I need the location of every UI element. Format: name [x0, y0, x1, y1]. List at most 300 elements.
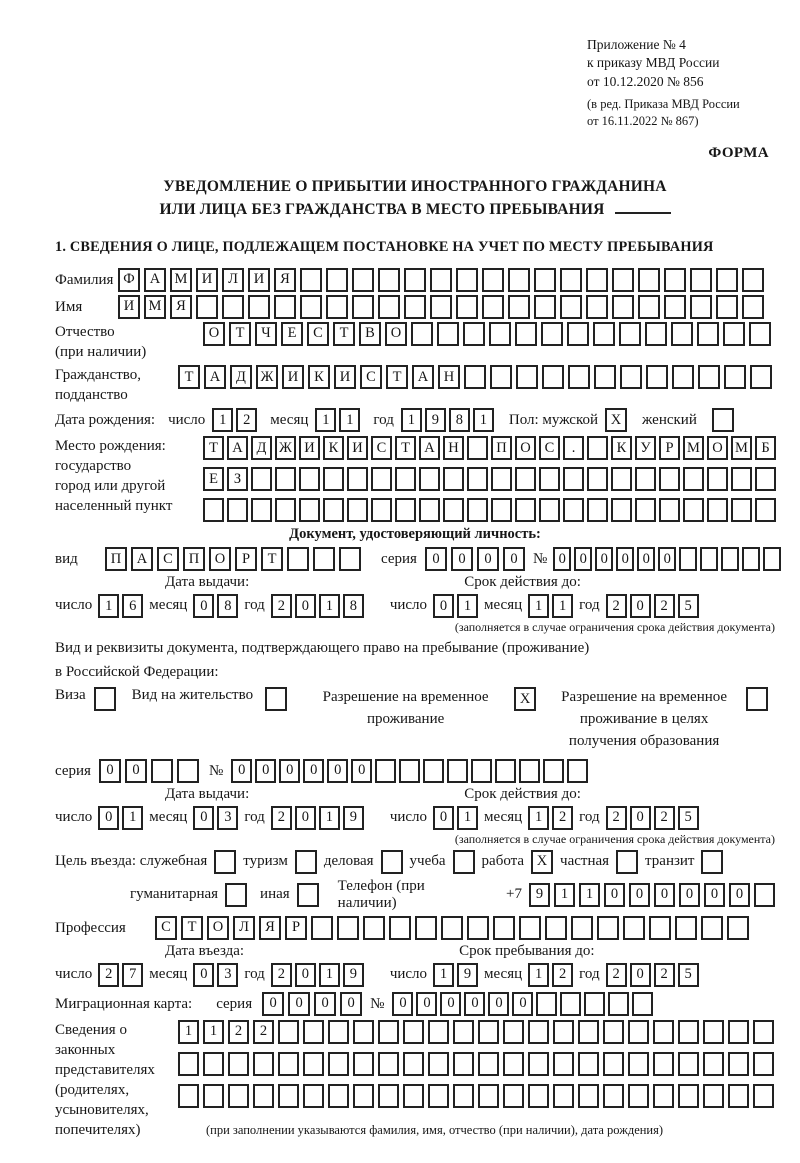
char-box[interactable]: Т [386, 365, 408, 389]
char-box[interactable]: 2 [654, 806, 675, 830]
char-box[interactable] [534, 268, 556, 292]
char-box[interactable]: 9 [529, 883, 550, 907]
char-box[interactable] [753, 1020, 774, 1044]
char-box[interactable]: Л [222, 268, 244, 292]
char-box[interactable]: С [155, 916, 177, 940]
char-box[interactable]: 1 [528, 594, 549, 618]
checkbox-cell[interactable] [225, 883, 247, 907]
char-box[interactable] [371, 467, 392, 491]
char-box[interactable] [313, 547, 335, 571]
char-box[interactable]: А [412, 365, 434, 389]
char-box[interactable]: 0 [595, 547, 613, 571]
char-box[interactable]: 0 [464, 992, 485, 1016]
char-box[interactable] [635, 498, 656, 522]
char-box[interactable]: Т [261, 547, 283, 571]
char-box[interactable]: 0 [231, 759, 252, 783]
char-box[interactable] [690, 268, 712, 292]
char-box[interactable] [721, 547, 739, 571]
char-box[interactable] [700, 547, 718, 571]
char-box[interactable]: С [157, 547, 179, 571]
char-box[interactable] [363, 916, 385, 940]
char-box[interactable]: 1 [552, 594, 573, 618]
char-box[interactable] [563, 467, 584, 491]
char-box[interactable] [678, 1052, 699, 1076]
char-box[interactable] [597, 916, 619, 940]
char-box[interactable] [728, 1052, 749, 1076]
char-box[interactable]: 0 [327, 759, 348, 783]
char-box[interactable] [328, 1084, 349, 1108]
char-box[interactable]: 7 [122, 963, 143, 987]
char-box[interactable] [428, 1084, 449, 1108]
char-box[interactable]: 0 [553, 547, 571, 571]
char-box[interactable] [303, 1052, 324, 1076]
char-box[interactable]: 2 [271, 594, 292, 618]
char-box[interactable] [443, 498, 464, 522]
char-box[interactable] [467, 498, 488, 522]
char-box[interactable] [516, 365, 538, 389]
char-box[interactable] [203, 498, 224, 522]
char-box[interactable] [278, 1052, 299, 1076]
char-box[interactable] [471, 759, 492, 783]
char-box[interactable] [251, 498, 272, 522]
char-box[interactable]: 2 [654, 963, 675, 987]
char-box[interactable]: 0 [295, 594, 316, 618]
char-box[interactable]: 0 [255, 759, 276, 783]
checkbox-cell[interactable] [746, 687, 768, 711]
char-box[interactable]: 1 [457, 594, 478, 618]
char-box[interactable]: 0 [295, 806, 316, 830]
char-box[interactable]: З [227, 467, 248, 491]
char-box[interactable] [478, 1084, 499, 1108]
char-box[interactable]: Т [178, 365, 200, 389]
char-box[interactable] [503, 1020, 524, 1044]
char-box[interactable]: Я [274, 268, 296, 292]
char-box[interactable]: Е [281, 322, 303, 346]
char-box[interactable]: 1 [319, 963, 340, 987]
char-box[interactable] [196, 295, 218, 319]
char-box[interactable] [612, 295, 634, 319]
checkbox-cell[interactable] [381, 850, 403, 874]
checkbox-cell[interactable] [701, 850, 723, 874]
char-box[interactable] [664, 295, 686, 319]
char-box[interactable]: 1 [554, 883, 575, 907]
char-box[interactable]: Е [203, 467, 224, 491]
char-box[interactable]: Т [181, 916, 203, 940]
char-box[interactable]: 5 [678, 963, 699, 987]
char-box[interactable] [203, 1084, 224, 1108]
char-box[interactable] [323, 467, 344, 491]
char-box[interactable]: К [323, 436, 344, 460]
char-box[interactable] [299, 467, 320, 491]
checkbox-cell[interactable] [712, 408, 734, 432]
char-box[interactable] [568, 365, 590, 389]
char-box[interactable]: 1 [579, 883, 600, 907]
char-box[interactable]: 0 [303, 759, 324, 783]
char-box[interactable] [578, 1084, 599, 1108]
char-box[interactable]: М [170, 268, 192, 292]
char-box[interactable]: Л [233, 916, 255, 940]
char-box[interactable] [493, 916, 515, 940]
char-box[interactable] [753, 1052, 774, 1076]
char-box[interactable] [178, 1084, 199, 1108]
char-box[interactable] [646, 365, 668, 389]
char-box[interactable]: 0 [574, 547, 592, 571]
char-box[interactable]: 0 [630, 594, 651, 618]
char-box[interactable] [675, 916, 697, 940]
char-box[interactable]: 2 [606, 963, 627, 987]
char-box[interactable] [353, 1020, 374, 1044]
char-box[interactable]: 0 [616, 547, 634, 571]
char-box[interactable] [453, 1084, 474, 1108]
char-box[interactable] [371, 498, 392, 522]
char-box[interactable] [697, 322, 719, 346]
char-box[interactable] [528, 1084, 549, 1108]
char-box[interactable] [612, 268, 634, 292]
char-box[interactable]: 0 [451, 547, 473, 571]
char-box[interactable] [539, 498, 560, 522]
char-box[interactable]: Т [229, 322, 251, 346]
char-box[interactable]: 0 [512, 992, 533, 1016]
char-box[interactable] [586, 295, 608, 319]
char-box[interactable] [328, 1020, 349, 1044]
char-box[interactable] [671, 322, 693, 346]
char-box[interactable] [560, 992, 581, 1016]
char-box[interactable]: 2 [98, 963, 119, 987]
char-box[interactable] [584, 992, 605, 1016]
char-box[interactable] [447, 759, 468, 783]
char-box[interactable] [300, 268, 322, 292]
char-box[interactable] [490, 365, 512, 389]
char-box[interactable] [659, 467, 680, 491]
char-box[interactable]: 2 [253, 1020, 274, 1044]
char-box[interactable] [542, 365, 564, 389]
char-box[interactable]: О [203, 322, 225, 346]
char-box[interactable]: 0 [98, 806, 119, 830]
char-box[interactable]: И [248, 268, 270, 292]
char-box[interactable] [578, 1020, 599, 1044]
char-box[interactable] [443, 467, 464, 491]
char-box[interactable] [553, 1020, 574, 1044]
char-box[interactable] [253, 1052, 274, 1076]
char-box[interactable] [419, 467, 440, 491]
char-box[interactable]: 1 [212, 408, 233, 432]
char-box[interactable] [716, 268, 738, 292]
char-box[interactable] [428, 1052, 449, 1076]
char-box[interactable] [278, 1084, 299, 1108]
char-box[interactable]: Н [438, 365, 460, 389]
char-box[interactable]: 2 [271, 806, 292, 830]
char-box[interactable] [430, 295, 452, 319]
char-box[interactable] [571, 916, 593, 940]
char-box[interactable]: П [105, 547, 127, 571]
char-box[interactable] [628, 1052, 649, 1076]
char-box[interactable] [456, 295, 478, 319]
char-box[interactable] [727, 916, 749, 940]
char-box[interactable] [545, 916, 567, 940]
char-box[interactable]: 2 [606, 806, 627, 830]
char-box[interactable] [404, 268, 426, 292]
char-box[interactable]: 2 [606, 594, 627, 618]
char-box[interactable] [698, 365, 720, 389]
char-box[interactable] [645, 322, 667, 346]
char-box[interactable] [453, 1052, 474, 1076]
char-box[interactable] [430, 268, 452, 292]
char-box[interactable]: 1 [473, 408, 494, 432]
char-box[interactable] [543, 759, 564, 783]
char-box[interactable]: 2 [271, 963, 292, 987]
char-box[interactable] [623, 916, 645, 940]
char-box[interactable]: В [359, 322, 381, 346]
char-box[interactable] [491, 467, 512, 491]
char-box[interactable]: . [563, 436, 584, 460]
char-box[interactable] [464, 365, 486, 389]
char-box[interactable]: С [539, 436, 560, 460]
char-box[interactable] [723, 322, 745, 346]
char-box[interactable]: И [282, 365, 304, 389]
char-box[interactable] [628, 1084, 649, 1108]
char-box[interactable]: И [347, 436, 368, 460]
char-box[interactable]: 2 [654, 594, 675, 618]
char-box[interactable] [403, 1052, 424, 1076]
char-box[interactable]: 0 [440, 992, 461, 1016]
char-box[interactable] [287, 547, 309, 571]
char-box[interactable]: К [611, 436, 632, 460]
char-box[interactable] [489, 322, 511, 346]
char-box[interactable] [731, 498, 752, 522]
char-box[interactable] [753, 1084, 774, 1108]
char-box[interactable]: И [334, 365, 356, 389]
char-box[interactable]: 0 [193, 963, 214, 987]
char-box[interactable]: И [118, 295, 140, 319]
char-box[interactable]: 0 [488, 992, 509, 1016]
char-box[interactable] [378, 1020, 399, 1044]
char-box[interactable] [299, 498, 320, 522]
char-box[interactable]: М [144, 295, 166, 319]
char-box[interactable]: 0 [433, 594, 454, 618]
char-box[interactable]: 0 [351, 759, 372, 783]
char-box[interactable] [587, 436, 608, 460]
char-box[interactable] [352, 268, 374, 292]
char-box[interactable] [395, 467, 416, 491]
char-box[interactable]: Я [259, 916, 281, 940]
char-box[interactable] [203, 1052, 224, 1076]
char-box[interactable] [428, 1020, 449, 1044]
char-box[interactable] [456, 268, 478, 292]
char-box[interactable]: Ж [256, 365, 278, 389]
char-box[interactable]: Т [203, 436, 224, 460]
char-box[interactable] [678, 1084, 699, 1108]
char-box[interactable]: Д [251, 436, 272, 460]
char-box[interactable] [587, 498, 608, 522]
char-box[interactable] [482, 268, 504, 292]
char-box[interactable]: 9 [343, 963, 364, 987]
char-box[interactable] [539, 467, 560, 491]
char-box[interactable] [587, 467, 608, 491]
char-box[interactable] [534, 295, 556, 319]
char-box[interactable]: 1 [203, 1020, 224, 1044]
char-box[interactable] [608, 992, 629, 1016]
char-box[interactable]: 2 [552, 963, 573, 987]
char-box[interactable] [423, 759, 444, 783]
char-box[interactable]: 2 [228, 1020, 249, 1044]
char-box[interactable]: 8 [217, 594, 238, 618]
char-box[interactable]: 0 [279, 759, 300, 783]
char-box[interactable] [337, 916, 359, 940]
char-box[interactable]: Я [170, 295, 192, 319]
char-box[interactable] [749, 322, 771, 346]
char-box[interactable] [478, 1020, 499, 1044]
char-box[interactable]: Д [230, 365, 252, 389]
char-box[interactable] [347, 498, 368, 522]
char-box[interactable] [274, 295, 296, 319]
char-box[interactable]: 1 [339, 408, 360, 432]
char-box[interactable]: О [385, 322, 407, 346]
char-box[interactable] [251, 467, 272, 491]
char-box[interactable] [578, 1052, 599, 1076]
char-box[interactable] [378, 1084, 399, 1108]
char-box[interactable] [453, 1020, 474, 1044]
char-box[interactable]: О [207, 916, 229, 940]
checkbox-cell[interactable] [214, 850, 236, 874]
char-box[interactable]: 8 [343, 594, 364, 618]
char-box[interactable] [399, 759, 420, 783]
char-box[interactable] [553, 1084, 574, 1108]
char-box[interactable]: 0 [630, 963, 651, 987]
char-box[interactable]: 1 [433, 963, 454, 987]
checkbox-cell[interactable] [453, 850, 475, 874]
char-box[interactable] [586, 268, 608, 292]
char-box[interactable] [763, 547, 781, 571]
char-box[interactable]: 3 [217, 806, 238, 830]
char-box[interactable] [227, 498, 248, 522]
char-box[interactable] [638, 268, 660, 292]
char-box[interactable]: 0 [340, 992, 362, 1016]
char-box[interactable]: 0 [658, 547, 676, 571]
char-box[interactable]: Т [333, 322, 355, 346]
char-box[interactable]: 9 [457, 963, 478, 987]
char-box[interactable] [353, 1084, 374, 1108]
char-box[interactable]: 0 [425, 547, 447, 571]
char-box[interactable] [404, 295, 426, 319]
char-box[interactable] [275, 467, 296, 491]
char-box[interactable] [403, 1020, 424, 1044]
char-box[interactable] [253, 1084, 274, 1108]
char-box[interactable] [375, 759, 396, 783]
char-box[interactable] [620, 365, 642, 389]
char-box[interactable] [278, 1020, 299, 1044]
char-box[interactable] [683, 467, 704, 491]
char-box[interactable]: О [707, 436, 728, 460]
char-box[interactable]: Ф [118, 268, 140, 292]
char-box[interactable] [378, 1052, 399, 1076]
char-box[interactable] [653, 1084, 674, 1108]
char-box[interactable] [478, 1052, 499, 1076]
char-box[interactable] [755, 498, 776, 522]
char-box[interactable]: О [515, 436, 536, 460]
char-box[interactable] [275, 498, 296, 522]
char-box[interactable] [754, 883, 775, 907]
char-box[interactable] [755, 467, 776, 491]
char-box[interactable] [326, 268, 348, 292]
char-box[interactable] [750, 365, 772, 389]
char-box[interactable] [728, 1020, 749, 1044]
checkbox-cell[interactable]: X [514, 687, 536, 711]
char-box[interactable]: Ж [275, 436, 296, 460]
char-box[interactable] [515, 467, 536, 491]
char-box[interactable]: 0 [416, 992, 437, 1016]
char-box[interactable] [528, 1020, 549, 1044]
char-box[interactable]: 9 [425, 408, 446, 432]
char-box[interactable]: 5 [678, 806, 699, 830]
char-box[interactable]: Т [395, 436, 416, 460]
char-box[interactable]: 0 [314, 992, 336, 1016]
char-box[interactable] [228, 1084, 249, 1108]
char-box[interactable] [679, 547, 697, 571]
char-box[interactable] [519, 916, 541, 940]
char-box[interactable] [536, 992, 557, 1016]
char-box[interactable] [603, 1084, 624, 1108]
char-box[interactable]: 0 [262, 992, 284, 1016]
char-box[interactable]: О [209, 547, 231, 571]
char-box[interactable] [441, 916, 463, 940]
char-box[interactable] [467, 916, 489, 940]
char-box[interactable] [593, 322, 615, 346]
char-box[interactable] [567, 759, 588, 783]
char-box[interactable] [378, 295, 400, 319]
char-box[interactable] [347, 467, 368, 491]
char-box[interactable] [528, 1052, 549, 1076]
char-box[interactable] [303, 1020, 324, 1044]
char-box[interactable]: 1 [122, 806, 143, 830]
char-box[interactable] [707, 467, 728, 491]
char-box[interactable]: 1 [528, 806, 549, 830]
char-box[interactable] [603, 1052, 624, 1076]
char-box[interactable] [415, 916, 437, 940]
char-box[interactable] [632, 992, 653, 1016]
char-box[interactable]: Ч [255, 322, 277, 346]
char-box[interactable] [395, 498, 416, 522]
char-box[interactable] [177, 759, 199, 783]
char-box[interactable] [703, 1084, 724, 1108]
char-box[interactable]: М [731, 436, 752, 460]
char-box[interactable]: 1 [528, 963, 549, 987]
char-box[interactable] [664, 268, 686, 292]
char-box[interactable]: 8 [449, 408, 470, 432]
char-box[interactable]: 0 [193, 806, 214, 830]
char-box[interactable] [222, 295, 244, 319]
checkbox-cell[interactable] [94, 687, 116, 711]
char-box[interactable]: К [308, 365, 330, 389]
char-box[interactable] [724, 365, 746, 389]
char-box[interactable]: 1 [319, 594, 340, 618]
char-box[interactable]: 0 [729, 883, 750, 907]
checkbox-cell[interactable] [616, 850, 638, 874]
char-box[interactable] [300, 295, 322, 319]
char-box[interactable] [635, 467, 656, 491]
char-box[interactable] [491, 498, 512, 522]
char-box[interactable]: 0 [629, 883, 650, 907]
char-box[interactable]: И [196, 268, 218, 292]
checkbox-cell[interactable] [265, 687, 287, 711]
char-box[interactable]: С [307, 322, 329, 346]
char-box[interactable]: 1 [401, 408, 422, 432]
char-box[interactable]: С [371, 436, 392, 460]
checkbox-cell[interactable]: X [531, 850, 553, 874]
char-box[interactable]: 0 [193, 594, 214, 618]
char-box[interactable] [603, 1020, 624, 1044]
char-box[interactable]: 0 [679, 883, 700, 907]
char-box[interactable] [567, 322, 589, 346]
